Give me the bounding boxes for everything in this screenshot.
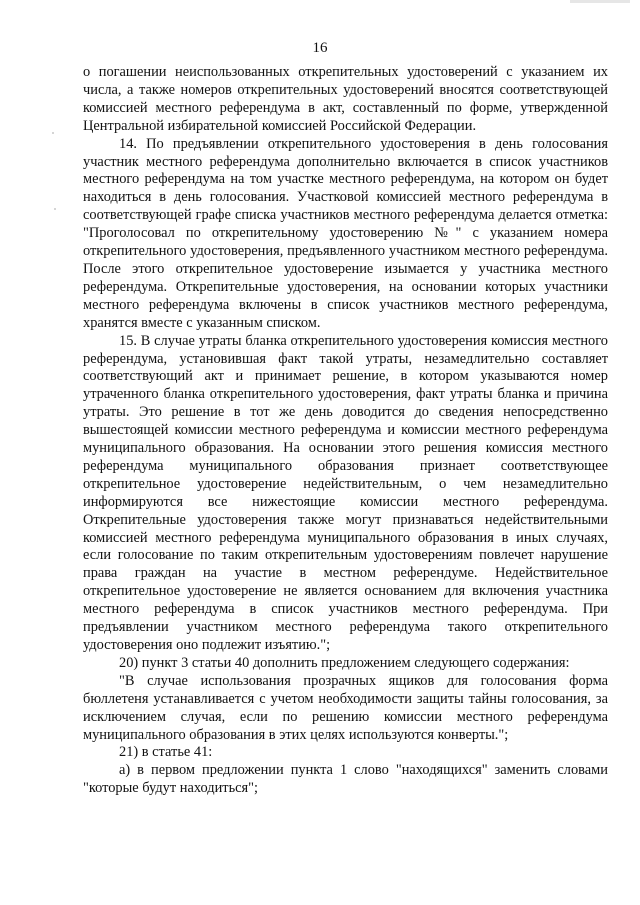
scan-mark bbox=[570, 0, 630, 3]
scan-speck bbox=[52, 132, 54, 134]
page-number: 16 bbox=[312, 40, 328, 56]
paragraph-item-21a: а) в первом предложении пункта 1 слово "находящихся" заменить словами "которые будут находиться"; bbox=[83, 762, 608, 797]
paragraph-continuation: о погашении неиспользованных открепительных удостоверений с указанием их числа, а также номеров открепительных удостоверений вносятся соответствующей комиссией местного референдума в акт, составленный по форме, утвержденной Центральной избирательной комиссией Российской Федерации. bbox=[83, 64, 608, 134]
paragraph-quote: "В случае использования прозрачных ящиков для голосования форма бюллетеня устанавливается с учетом необходимости защиты тайны голосования, за исключением случая, если по решению комиссии местного референдума муниципального образования в этих целях используются конверты."; bbox=[83, 672, 608, 743]
document-body bbox=[83, 64, 608, 798]
paragraph-item-20: 20) пункт 3 статьи 40 дополнить предложением следующего содержания: bbox=[119, 654, 570, 671]
paragraph-item-14: 14. По предъявлении открепительного удостоверения в день голосования участник местного референдума дополнительно включается в список участников местного референдума на том участке местного референдума, на котором он будет находиться в день голосования. Участковой комиссией местного референдума в соответствующей графе списка участников местного референдума делается отметка: "Проголосовал по открепительному удостоверению №" с указанием номера открепительного удостоверения, предъявленного участником местного референдума. После этого открепительное удостоверение изымается у участника местного референдума. Открепительные удостоверения, на основании которых участники местного референдума включены в список участников местного референдума, хранятся вместе с указанным списком. bbox=[83, 135, 608, 331]
paragraph-item-21: 21) в статье 41: bbox=[119, 744, 213, 761]
paragraph-item-15: 15. В случае утраты бланка открепительного удостоверения комиссия местного референдума, установившая факт такой утраты, незамедлительно составляет соответствующий акт и принимает решение, в котором указываются номер утраченного бланка открепительного удостоверения, факт утраты бланка и причина утраты. Это решение в тот же день доводится до сведения непосредственно вышестоящей комиссии местного референдума и комиссии местного референдума муниципального образования. На основании этого решения комиссия местного референдума муниципального образования признает соответствующее открепительное удостоверение недействительным, о чем незамедлительно информируются все нижестоящие комиссии местного референдума. Открепительные удостоверения также могут признаваться недействительными комиссией местного референдума муниципального образования в иных случаях, если голосование по таким открепительным удостоверениям повлечет нарушение права граждан на участие в местном референдуме. Недействительное открепительное удостоверение не является основанием для включения участника местного референдума в список участников местного референдума. При предъявлении участником местного референдума такого открепительного удостоверения оно подлежит изъятию."; bbox=[83, 332, 608, 653]
scan-speck bbox=[54, 208, 56, 210]
